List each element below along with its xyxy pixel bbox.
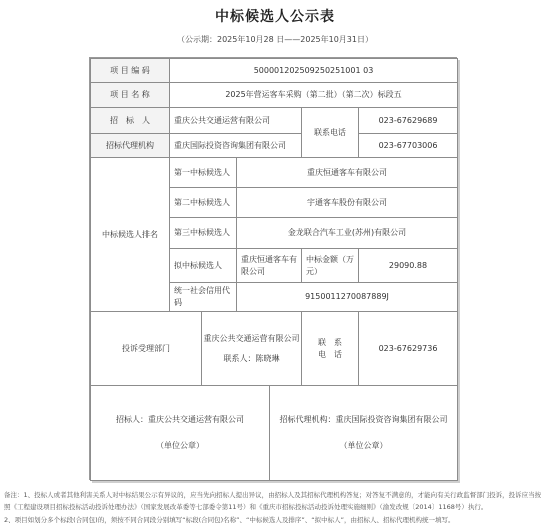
- footnote-2: 2、项目如划分多个标段(合同包)的，须按不同合同段分别填写“标段(合同包)名称”、“中标候选人及排序”、“拟中标人”，由招标人、招标代理机构统一填写。: [4, 515, 455, 524]
- footnotes: [4, 489, 546, 525]
- project-code-label: 项 目 编 码: [90, 58, 170, 83]
- complaint-dept-info: [201, 311, 302, 386]
- tenderer-seal-block: [90, 385, 270, 481]
- tenderer-phone: 023-67629689: [358, 107, 458, 134]
- tenderer-seal-name: 招标人：重庆公共交通运营有限公司: [116, 415, 244, 424]
- complaint-dept-name: 重庆公共交通运营有限公司: [203, 333, 300, 343]
- second-candidate-value: 宇通客车股份有限公司: [236, 187, 458, 218]
- proposed-candidate-label: 拟中标候选人: [169, 248, 237, 283]
- second-candidate-label: 第二中标候选人: [169, 187, 237, 218]
- tenderer-seal-note: （单位公章）: [156, 441, 204, 450]
- agency-seal-block: [269, 385, 458, 481]
- bid-amount-label: 中标金额（万元）: [301, 248, 359, 283]
- bid-amount-value: 29090.88: [358, 248, 458, 283]
- credit-code-value: 9150011270087889J: [236, 282, 458, 312]
- candidate-table: [89, 57, 457, 480]
- complaint-dept-label: 投诉受理部门: [90, 311, 202, 386]
- page-title: 中标候选人公示表: [215, 9, 335, 25]
- agency-value: 重庆国际投资咨询集团有限公司: [169, 133, 302, 158]
- project-code-value: 500001202509250251001 03: [169, 58, 458, 83]
- tenderer-label: 招 标 人: [90, 107, 170, 134]
- complaint-phone: 023-67629736: [358, 311, 458, 386]
- third-candidate-value: 金龙联合汽车工业(苏州)有限公司: [236, 217, 458, 249]
- tenderer-value: 重庆公共交通运营有限公司: [169, 107, 302, 134]
- proposed-candidate-value: 重庆恒通客车有限公司: [236, 248, 302, 283]
- project-name-label: 项 目 名 称: [90, 82, 170, 108]
- first-candidate-value: 重庆恒通客车有限公司: [236, 157, 458, 188]
- agency-label: 招标代理机构: [90, 133, 170, 158]
- footnote-1: 备注：1、投标人或者其他利害关系人对中标结果公示有异议的，应当先向招标人提出异议，由招标人及其招标代理机构答复；对答复不满意的，才能向有关行政监督部门投诉，投诉应当按照《工程建设项目招标投标活动投诉处理办法》（国家发展改革委等七部委令第11号）和《重庆市招标投标活动投诉处理实施细则》（渝发改规〔2014〕1168号）执行。: [4, 491, 542, 512]
- candidate-ranking-label: 中标候选人排名: [90, 157, 170, 312]
- publicity-period: （公示期：2025年10月28 日——2025年10月31日）: [177, 35, 373, 44]
- third-candidate-label: 第三中标候选人: [169, 217, 237, 249]
- agency-phone: 023-67703006: [358, 133, 458, 158]
- project-name-value: 2025年营运客车采购（第二批）（第二次）标段五: [169, 82, 458, 108]
- contact-phone-label: 联系电话: [301, 107, 359, 158]
- first-candidate-label: 第一中标候选人: [169, 157, 237, 188]
- credit-code-label: 统一社会信用代码: [169, 282, 237, 312]
- agency-seal-name: 招标代理机构：重庆国际投资咨询集团有限公司: [279, 415, 448, 424]
- agency-seal-note: （单位公章）: [339, 441, 388, 450]
- complaint-contact: 联系人：陈晓琳: [223, 353, 280, 363]
- complaint-phone-label: 联 系 电 话: [301, 311, 359, 386]
